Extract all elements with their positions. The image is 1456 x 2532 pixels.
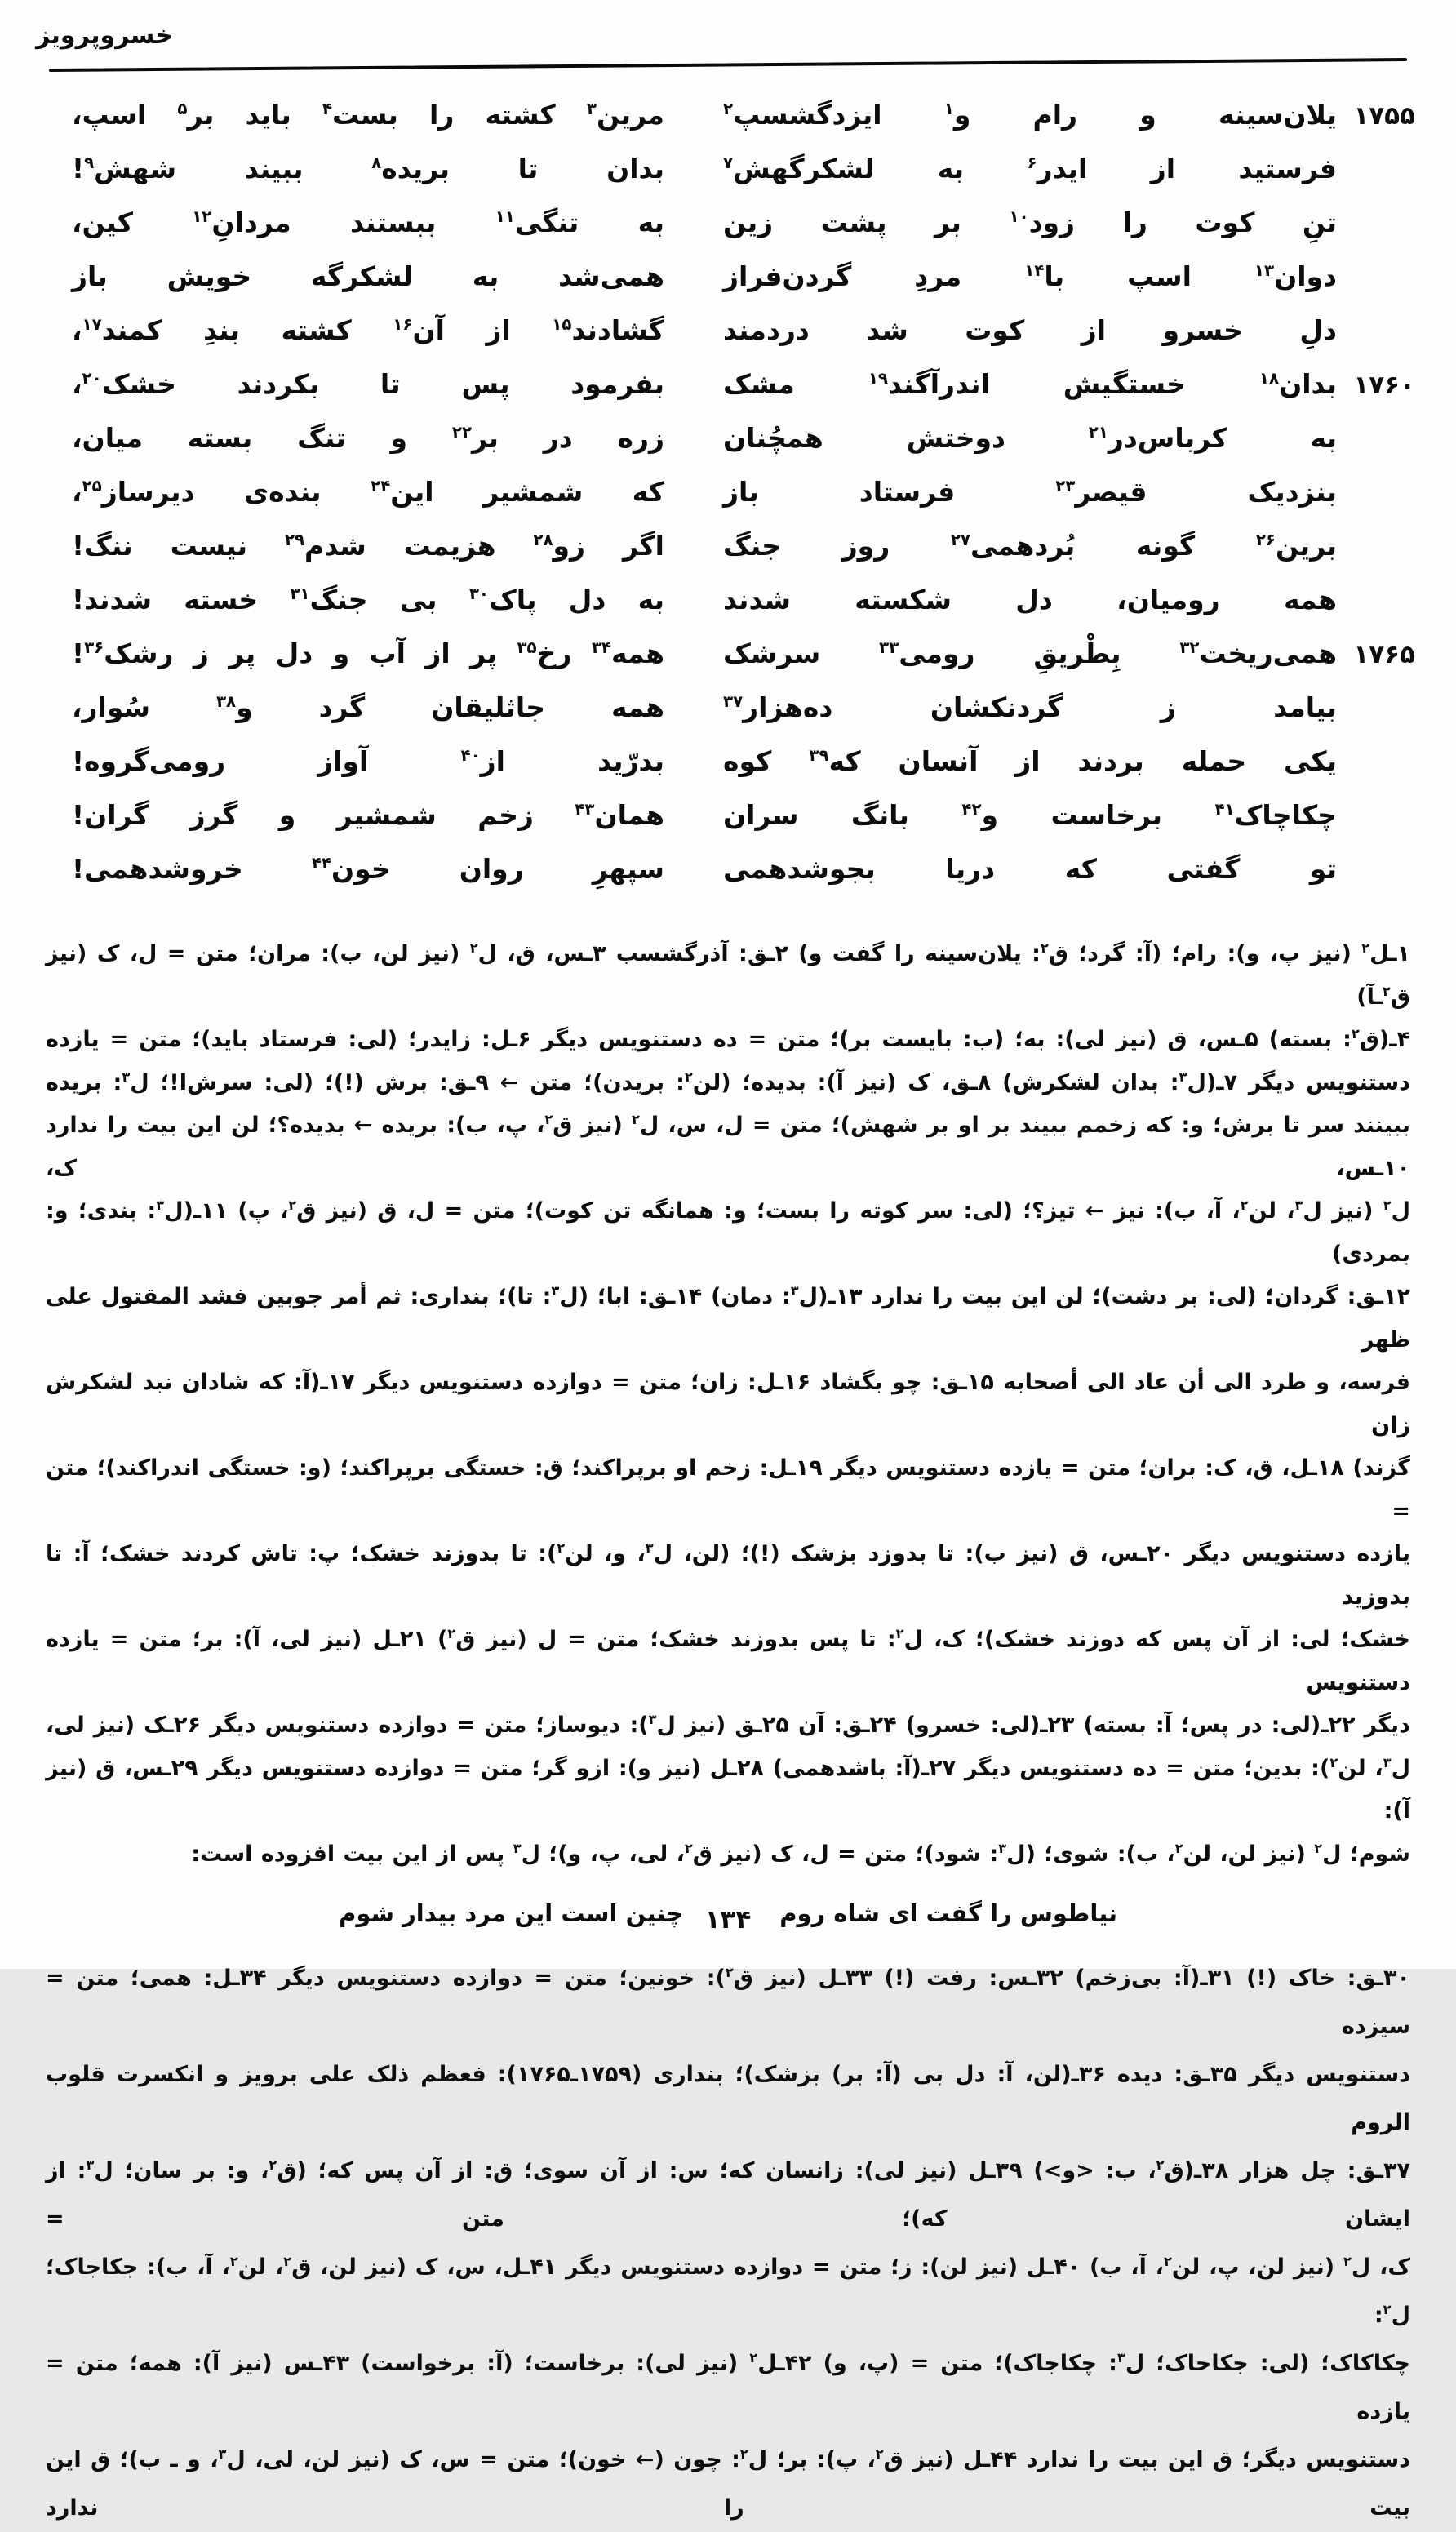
hemistich-a: یلان‌سینه و رام و$^۱$ ایزدگشسپ$^۲$ — [723, 99, 1337, 131]
hemistich-a: بیامد ز گردنکشان ده‌هزار$^{۳۷}$ — [723, 691, 1337, 723]
hemistich-b: اگر زو$^{۲۸}$ هزیمت شدم$^{۲۹}$ نیست ننگ! — [72, 530, 664, 562]
footnote-line: شوم؛ ل$^۲$ (نیز لن، لن$^۲$، ب): شوی؛ (ل$^۳$: شود)؛ متن = ل، ک (نیز ق$^۲$، لی، پ، و)؛ ل$^۳$ پس از این بیت افزوده است: — [191, 1840, 1410, 1867]
footnote-line: ل$^۲$ (نیز ل$^۳$، لن$^۲$، آ، ب): نیز ← تیز؟؛ (لی: سر کوته را بست؛ و: همانگه تن کوت)؛ متن = ل، ق (نیز ق$^۲$، پ) ۱۱ـ(ل$^۳$: بندی؛ و: بمردی) — [46, 1197, 1411, 1267]
verse-row — [47, 683, 1415, 737]
hemistich-b: که شمشیر این$^{۲۴}$ بنده‌ی دیرساز$^{۲۵}$، — [72, 476, 664, 508]
hemistich-a: چکاچاک$^{۴۱}$ برخاست و$^{۴۲}$ بانگ سران — [723, 799, 1337, 831]
hemistich-b: بدان تا بریده$^۸$ ببیند شهش$^۹$! — [72, 153, 664, 184]
verse-row — [47, 845, 1415, 899]
hemistich-a: فرستید از ایدر$^۶$ به لشکرگهش$^۷$ — [723, 153, 1337, 184]
hemistich-a: برین$^{۲۶}$ گونه بُردهمی$^{۲۷}$ روز جنگ — [723, 530, 1337, 562]
verse-row — [47, 360, 1415, 414]
header-rule — [49, 58, 1407, 72]
hemistich-b: به دل پاک$^{۳۰}$ بی جنگ$^{۳۱}$ خسته شدند! — [72, 584, 664, 615]
poem-text — [47, 91, 1415, 899]
hemistich-b: همه$^{۳۴}$ رخ$^{۳۵}$ پر از آب و دل پر ز رشک$^{۳۶}$! — [72, 637, 664, 669]
hemistich-b: زره در بر$^{۲۲}$ و تنگ بسته میان، — [72, 422, 664, 454]
hemistich-a: دلِ خسرو از کوت شد دردمند — [723, 314, 1337, 346]
hemistich-a: یکی حمله بردند از آنسان که$^{۳۹}$ کوه — [723, 745, 1337, 777]
hemistich-b: به تنگی$^{۱۱}$ ببستند مردانِ$^{۱۲}$ کین، — [72, 207, 664, 238]
hemistich-a: تو گفتی که دریا بجوشدهمی — [723, 853, 1337, 885]
footnote-line: ۴ـ(ق$^۲$: بسته) ۵ـس، ق (نیز لی): به؛ (ب: بایست بر)؛ متن = ده دستنویس دیگر ۶ـل: زایدر؛ (لی: فرستاد باید)؛ متن = یازده — [46, 1026, 1410, 1052]
hemistich-a: بدان$^{۱۸}$ خستگیش اندرآگند$^{۱۹}$ مشک — [723, 368, 1338, 400]
hemistich-b: گشادند$^{۱۵}$ از آن$^{۱۶}$ کشته بندِ کمند$^{۱۷}$، — [72, 314, 664, 346]
hemistich-a: تنِ کوت را زود$^{۱۰}$ بر پشت زین — [723, 207, 1337, 238]
hemistich-b: همه جاثلیقان گرد و$^{۳۸}$ سُوار، — [72, 691, 664, 723]
footnote-line: ۱۲ـق: گردان؛ (لی: بر دشت)؛ لن این بیت را ندارد ۱۳ـ(ل$^۳$: دمان) ۱۴ـق: ابا؛ (ل$^۳$: تا)؛ بنداری: ثم أمر جوبین فشد المقتول علی ظهر — [46, 1283, 1410, 1353]
inserted-verse-hemistich-a: نیاطوس را گفت ای شاه روم — [779, 1899, 1117, 1927]
verse-row — [47, 252, 1415, 306]
verse-row — [47, 737, 1415, 791]
footnote-line: دستنویس دیگر؛ ق این بیت را ندارد ۴۴ـل (نیز ق$^۲$، پ): بر؛ ل$^۲$: چون (← خون)؛ متن = س، ک (نیز لن، لی، ل$^۳$، و ـ ب)؛ ق این بیت را ندارد — [46, 2446, 1411, 2521]
hemistich-a: دوان$^{۱۳}$ اسپ با$^{۱۴}$ مردِ گردن‌فراز — [723, 260, 1337, 292]
page-number: ۱۳۴ — [704, 1905, 752, 1935]
footnote-line: گزند) ۱۸ـل، ق، ک: بران؛ متن = یازده دستنویس دیگر ۱۹ـل: زخم او برپراکند؛ ق: خستگی برپراکند؛ (و: خستگی اندراکند)؛ متن = — [46, 1455, 1410, 1524]
verse-row — [47, 522, 1415, 575]
critical-apparatus — [46, 933, 1410, 2532]
verse-row — [47, 198, 1415, 252]
footnote-line: ل$^۳$، لن$^۲$): بدین؛ متن = ده دستنویس دیگر ۲۷ـ(آ: باشدهمی) ۲۸ـل (نیز و): ازو گر؛ متن = دوازده دستنویس دیگر ۲۹ـس، ق (نیز آ): — [46, 1754, 1411, 1823]
verse-number: ۱۷۵۵ — [1353, 101, 1415, 131]
verse-number: ۱۷۶۵ — [1353, 640, 1415, 669]
hemistich-b: مرین$^۳$ کشته را بست$^۴$ باید بر$^۵$ اسپ، — [72, 99, 664, 131]
apparatus-block-1 — [46, 933, 1410, 1876]
running-head-title: خسروپرویز — [36, 21, 173, 50]
verse-row — [47, 629, 1415, 683]
footnote-line: خشک؛ لی: از آن پس که دوزند خشک)؛ ک، ل$^۲$: تا پس بدوزند خشک؛ متن = ل (نیز ق$^۲$) ۲۱ـل (نیز لی، آ): بر؛ متن = یازده دستنویس — [46, 1626, 1411, 1695]
hemistich-b: سپهرِ روان خون$^{۴۴}$ خروشدهمی! — [72, 853, 664, 885]
footnote-line: ببینند سر تا برش؛ و: که زخمم ببیند بر او بر شهش)؛ متن = ل، س، ل$^۲$ (نیز ق$^۲$، پ، ب): بریده ← بدیده؟؛ لن این بیت را ندارد ۱۰ـس، ک، — [46, 1112, 1411, 1181]
footnote-line: چکاکاک؛ (لی: جکاحاک؛ ل$^۳$: چکاجاک)؛ متن = (پ، و) ۴۲ـل$^۲$ (نیز لی): برخاست؛ (آ: برخواست) ۴۳ـس (نیز آ): همه؛ متن = یازده — [46, 2350, 1411, 2424]
verse-row — [47, 791, 1415, 845]
footnote-line: ۳۰ـق: خاک (!) ۳۱ـ(آ: بی‌زخم) ۳۲ـس: رفت (!) ۳۳ـل (نیز ق$^۲$): خونین؛ متن = دوازده دستنویس دیگر ۳۴ـل: همی؛ متن = سیزده — [46, 1965, 1411, 2039]
footnote-line: دستنویس دیگر ۷ـ(ل$^۳$: بدان لشکرش) ۸ـق، ک (نیز آ): بدیده؛ (لن$^۲$: بریدن)؛ متن ← ۹ـق: برش (!)؛ (لی: سرش‌ا!؛ ل$^۳$: بریده — [46, 1068, 1410, 1095]
footnote-line: دیگر ۲۲ـ(لی: در پس؛ آ: بسته) ۲۳ـ(لی: خسرو) ۲۴ـق: آن ۲۵ـق (نیز ل$^۳$): دیوساز؛ متن = دوازده دستنویس دیگر ۲۶ـک (نیز لی، — [46, 1712, 1410, 1738]
hemistich-b: همان$^{۴۳}$ زخم شمشیر و گرز گران! — [72, 799, 664, 831]
footnote-line: یازده دستنویس دیگر ۲۰ـس، ق (نیز ب): تا بدوزد بزشک (!)؛ (لن، ل$^۳$، و، لن$^۲$): تا بدوزند خشک؛ پ: تاش کردند خشک؛ آ: تا بدوزید — [46, 1540, 1410, 1610]
footnote-line: فرسه، و طرد الی أن عاد الی أصحابه ۱۵ـق: چو بگشاد ۱۶ـل: زان؛ متن = دوازده دستنویس دیگر ۱۷ـ(آ: که شادان نبد لشکرش زان — [46, 1370, 1410, 1438]
hemistich-b: همی‌شد به لشکرگه خویش باز — [72, 260, 664, 292]
footnote-line: ۱ـل$^۲$ (نیز پ، و): رام؛ (آ: گرد؛ ق$^۲$: یلان‌سینه را گفت و) ۲ـق: آذرگشسب ۳ـس، ق، ل$^۲$ (نیز لن، ب): مران؛ متن = ل، ک (نیز ق$^۲$ـآ) — [46, 940, 1410, 1010]
footnote-line: ۳۷ـق: چل هزار ۳۸ـ(ق$^۲$، ب: <و>) ۳۹ـل (نیز لی): زانسان که؛ س: از آن سوی؛ ق: از آن پس که؛ (ق$^۲$، و: بر سان؛ ل$^۳$: از ایشان که)؛ متن = — [46, 2157, 1410, 2232]
hemistich-a: همه رومیان، دل شکسته شدند — [723, 584, 1337, 615]
hemistich-b: بفرمود پس تا بکردند خشک$^{۲۰}$، — [72, 368, 664, 400]
verse-row — [47, 468, 1415, 522]
verse-row — [47, 91, 1415, 144]
verse-row — [47, 414, 1415, 468]
hemistich-b: بدرّید از$^{۴۰}$ آواز رومی‌گروه! — [72, 745, 665, 777]
hemistich-a: همی‌ریخت$^{۳۲}$ بِطْریقِ رومی$^{۳۳}$ سرشک — [723, 637, 1337, 669]
footnote-line: دستنویس دیگر ۳۵ـق: دیده ۳۶ـ(لن، آ: دل بی (آ: بر) بزشک)؛ بنداری (۱۷۵۹ـ۱۷۶۵): فعظم ذلک علی برویز و انکسرت قلوب الروم — [46, 2062, 1410, 2135]
verse-row — [47, 144, 1415, 198]
inserted-verse-hemistich-b: چنین است این مرد بیدار شوم — [339, 1899, 684, 1927]
apparatus-block-2 — [46, 1954, 1410, 2532]
hemistich-a: به کرباس‌در$^{۲۱}$ دوختش همچُنان — [723, 422, 1337, 454]
verse-number: ۱۷۶۰ — [1353, 371, 1415, 400]
verse-row — [47, 575, 1415, 629]
footnote-line: ک، ل$^۲$ (نیز لن، پ، لن$^۲$، آ، ب) ۴۰ـل (نیز لن): ز؛ متن = دوازده دستنویس دیگر ۴۱ـل، س، ک (نیز لن، ق$^۲$، لن$^۲$، آ، ب): جکاجاک؛ ل$^۲$: — [46, 2254, 1411, 2328]
page-header — [0, 0, 1456, 61]
hemistich-a: بنزدیک قیصر$^{۲۳}$ فرستاد باز — [723, 476, 1337, 508]
verse-row — [47, 306, 1415, 360]
